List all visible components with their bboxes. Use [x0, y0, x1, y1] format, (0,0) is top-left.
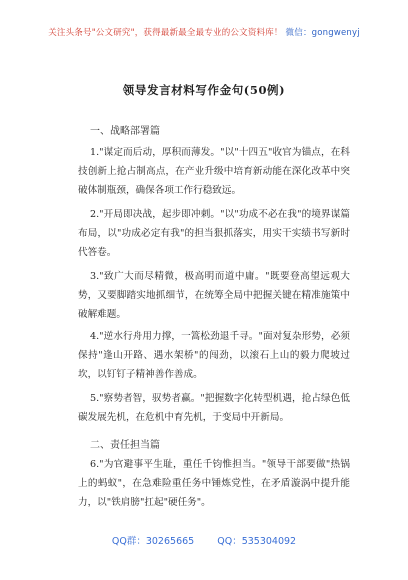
paragraph-2: 2."开局即决战，起步即冲刺。"以"功成不必在我"的境界谋篇布局，以"功成必定有我"的担当狠抓落实，用实干实绩书写新时代答卷。 — [78, 209, 350, 259]
footer-qq-group: QQ群：30265665 — [111, 536, 195, 547]
banner-wechat-text: 微信：gongwenyj — [285, 28, 360, 38]
paragraph-3: 3."致广大而尽精微，极高明而道中庸。"既要登高望远观大势，又要脚踏实地抓细节，在统筹全局中把握关键在精准施策中破解难题。 — [78, 271, 350, 321]
paragraph-1: 1."谋定而后动，厚积而薄发。"以"十四五"收官为锚点，在科技创新上抢占制高点，在产业升级中培育新动能在深化改革中突破体制瓶颈，确保各项工作行稳致远。 — [78, 147, 350, 197]
footer-contact — [0, 533, 408, 547]
footer-qq: QQ：535304092 — [217, 536, 297, 547]
banner-promo-text: 关注头条号"公文研究"，获得最新最全最专业的公文资料库！ — [48, 28, 283, 38]
header-banner — [0, 26, 408, 38]
section-heading-responsibility: 二、责任担当篇 — [90, 440, 160, 451]
paragraph-6: 6."为官避事平生耻，重任千钧惟担当。"领导干部要做"热锅上的蚂蚁"，在急难险重任务中锤炼党性，在矛盾漩涡中提升能力，以"铁肩膀"扛起"硬任务"。 — [78, 459, 350, 509]
section-heading-strategy: 一、战略部署篇 — [90, 126, 160, 137]
page-title: 领导发言材料写作金句(50例) — [122, 83, 286, 97]
paragraph-5: 5."察势者智，驭势者赢。"把握数字化转型机遇，抢占绿色低碳发展先机，在危机中育先机，于变局中开新局。 — [78, 393, 350, 424]
paragraph-4: 4."逆水行舟用力撑，一篙松劲退千寻。"面对复杂形势，必须保持"逢山开路、遇水架桥"的闯劲，以滚石上山的毅力爬坡过坎，以钉钉子精神善作善成。 — [78, 331, 350, 381]
